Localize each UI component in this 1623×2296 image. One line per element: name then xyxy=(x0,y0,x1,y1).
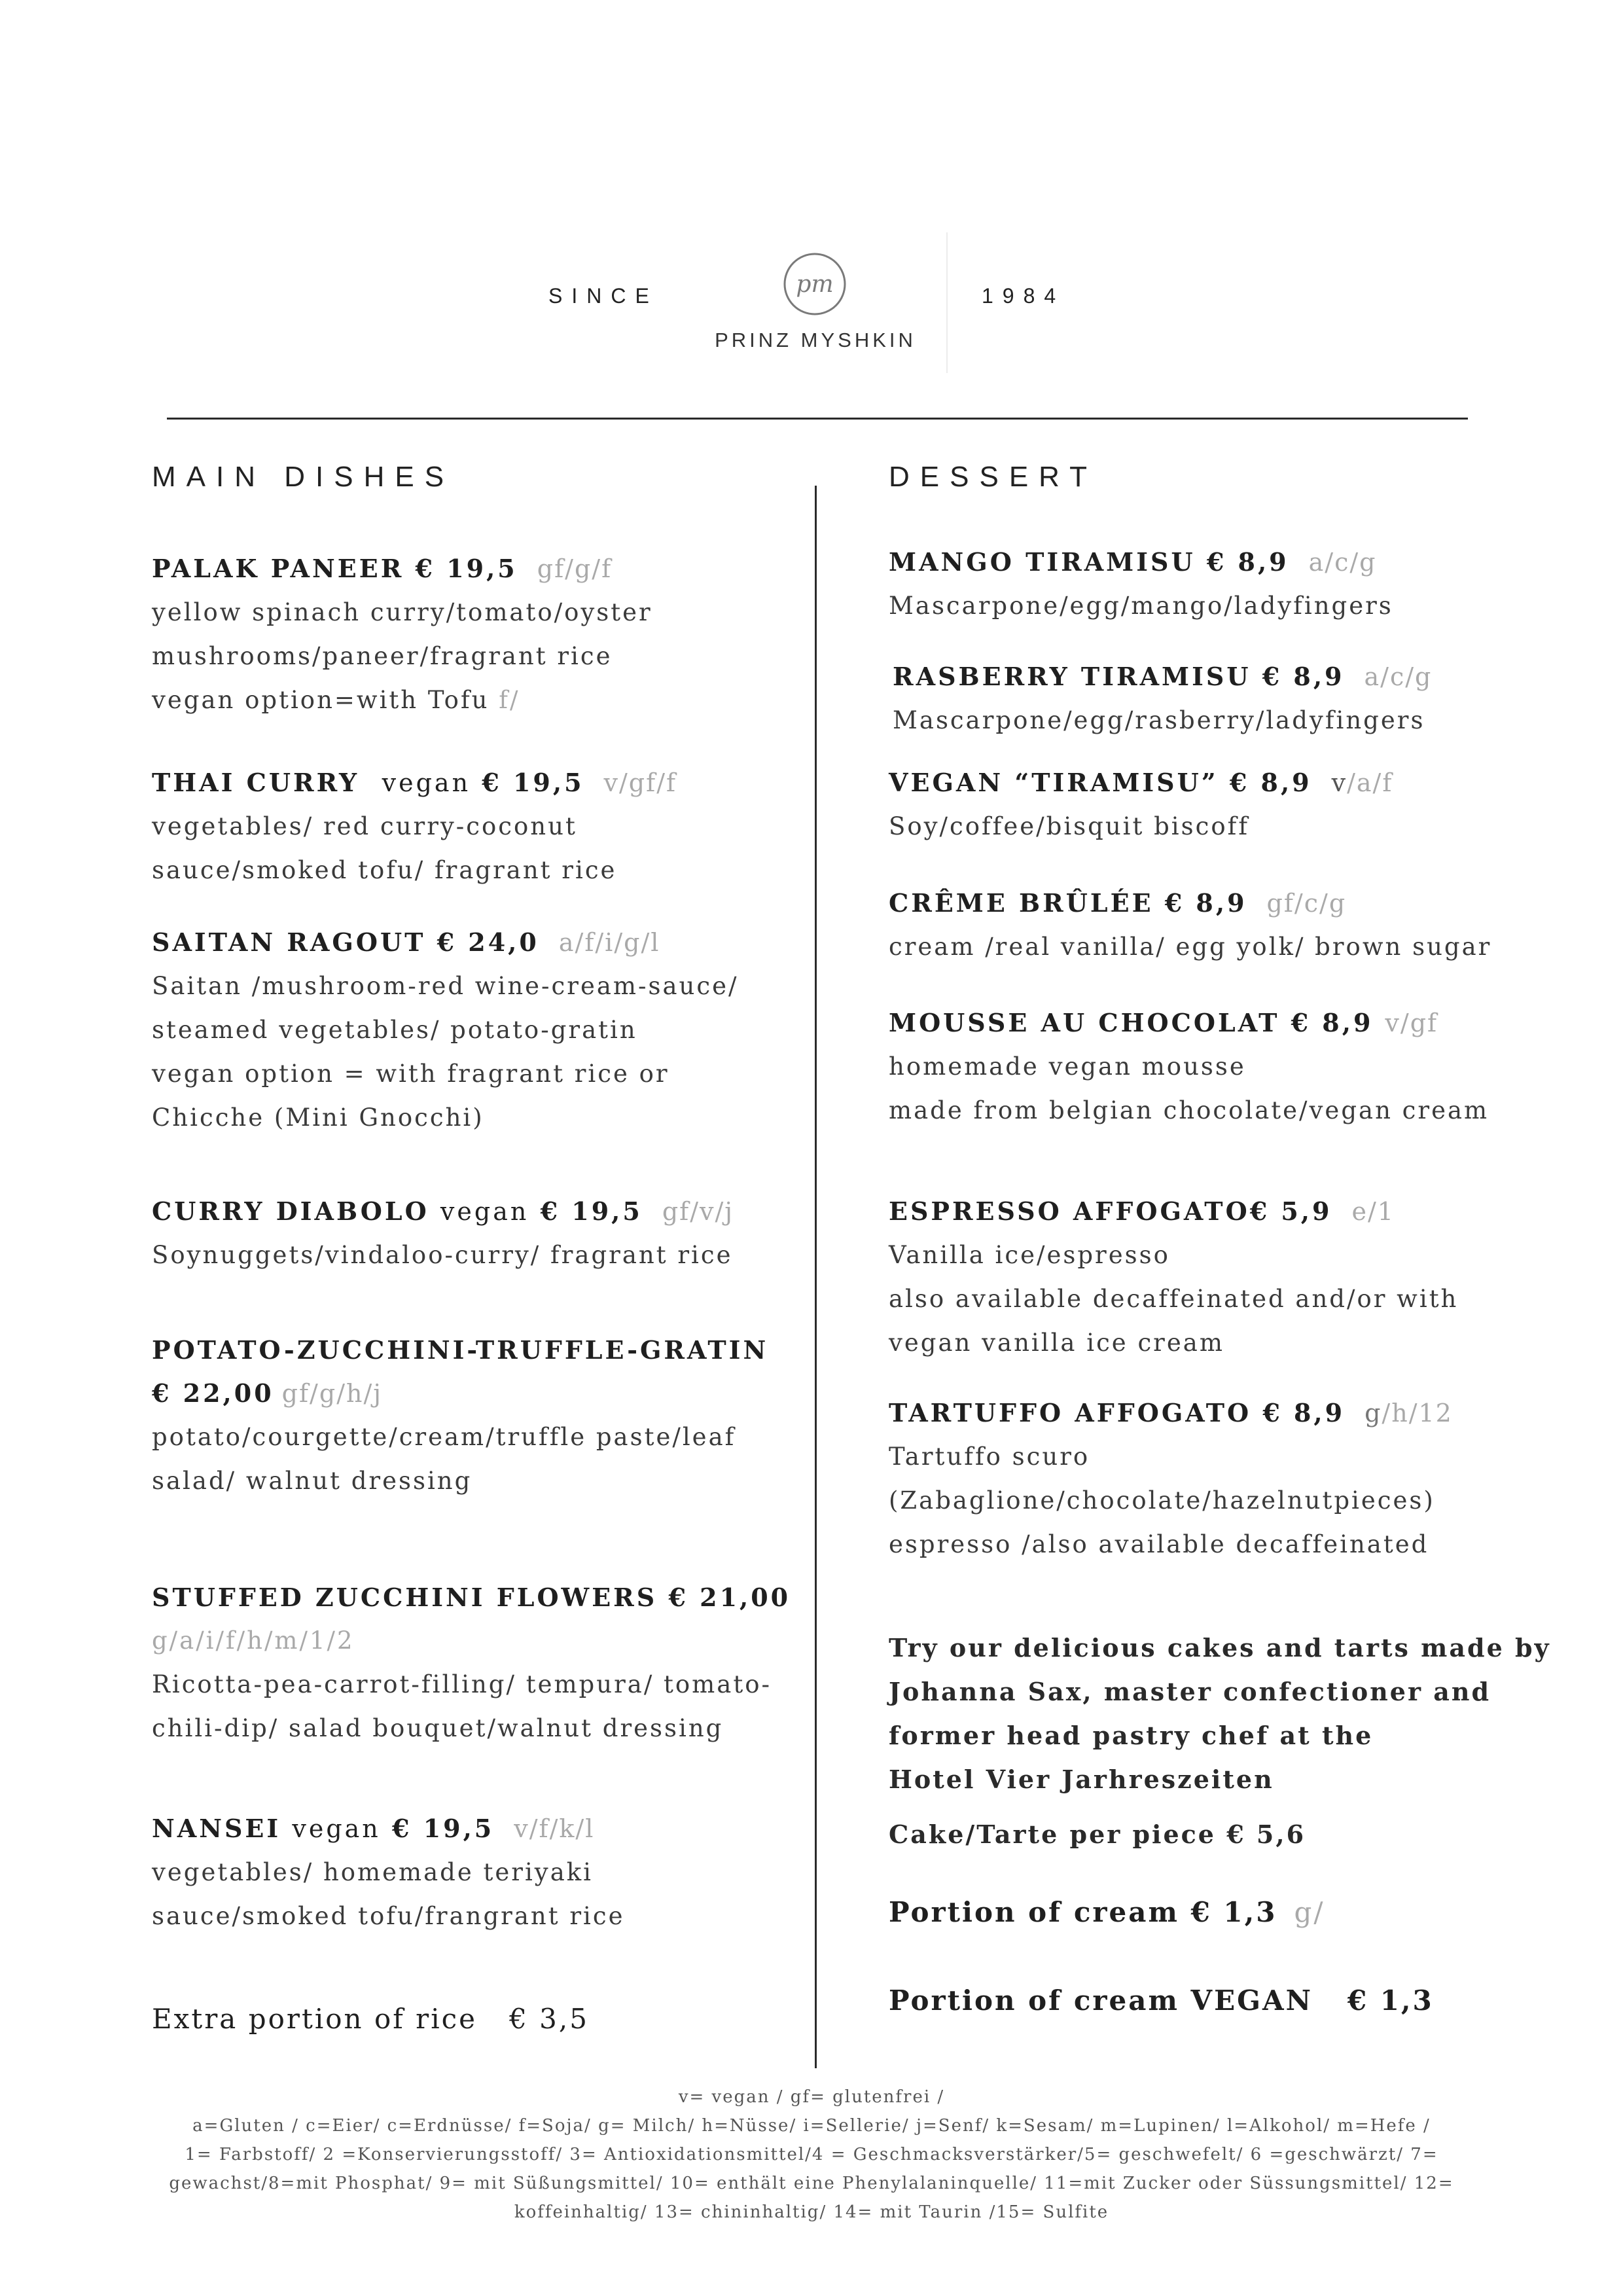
item-price: € 19,5 xyxy=(415,554,518,583)
logo-mark-icon xyxy=(781,250,849,318)
menu-item-curry-diabolo xyxy=(152,1190,819,1277)
logo-mark-text: pm xyxy=(796,271,834,298)
vegan-tag: vegan xyxy=(292,1814,381,1843)
allergen-codes: gf/g/f xyxy=(537,554,613,583)
item-price: € 19,5 xyxy=(540,1196,643,1226)
item-description: made from belgian chocolate/vegan cream xyxy=(889,1096,1489,1124)
item-description: potato/courgette/cream/truffle paste/leaf xyxy=(152,1423,736,1451)
item-description: Soy/coffee/bisquit biscoff xyxy=(889,812,1250,840)
allergen-codes: gf/g/h/j xyxy=(281,1379,383,1408)
main-dishes-title: MAIN DISHES xyxy=(152,461,455,493)
item-description: Soynuggets/vindaloo-curry/ fragrant rice xyxy=(152,1241,733,1269)
allergen-codes-rest: /a/f xyxy=(1347,768,1393,797)
menu-item-saitan-ragout xyxy=(152,921,819,1139)
cakes-note-line: former head pastry chef at the xyxy=(889,1721,1374,1750)
allergen-codes: a/c/g xyxy=(1308,548,1377,577)
item-description: mushrooms/paneer/fragrant rice xyxy=(152,642,613,670)
cakes-note-line: Johanna Sax, master confectioner and xyxy=(889,1677,1491,1706)
item-description: sauce/smoked tofu/ fragrant rice xyxy=(152,856,617,884)
dessert-item-creme-brulee xyxy=(889,882,1556,969)
allergen-codes: g/a/i/f/h/m/1/2 xyxy=(152,1626,355,1655)
item-description: vegetables/ red curry-coconut xyxy=(152,812,577,840)
vegan-tag: vegan xyxy=(382,768,471,797)
item-description: (Zabaglione/chocolate/hazelnutpieces) xyxy=(889,1486,1435,1515)
item-price: € 22,00 xyxy=(152,1378,274,1408)
item-description: Mascarpone/egg/mango/ladyfingers xyxy=(889,592,1393,620)
item-name: THAI CURRY xyxy=(152,768,360,797)
logo xyxy=(781,250,849,318)
item-price: € 8,9 xyxy=(1229,768,1312,797)
menu-item-palak-paneer xyxy=(152,547,819,722)
extra-rice-price: € 3,5 xyxy=(509,2003,589,2035)
item-description: salad/ walnut dressing xyxy=(152,1467,473,1495)
item-price: € 24,0 xyxy=(437,927,539,957)
allergen-codes xyxy=(1332,768,1393,797)
cake-per-piece-label: Cake/Tarte per piece xyxy=(889,1820,1216,1849)
cakes-note-line: Try our delicious cakes and tarts made by xyxy=(889,1633,1551,1662)
item-price: € 8,9 xyxy=(1291,1008,1374,1037)
item-description: vegan vanilla ice cream xyxy=(889,1329,1224,1357)
header-divider-vertical xyxy=(946,232,948,373)
item-description: espresso /also available decaffeinated xyxy=(889,1530,1429,1558)
portion-of-cream-vegan xyxy=(889,1984,1434,2017)
allergen-codes: gf/v/j xyxy=(662,1197,734,1226)
item-description: Saitan /mushroom-red wine-cream-sauce/ xyxy=(152,972,739,1000)
dessert-item-mousse xyxy=(889,1001,1556,1132)
portion-of-cream-label: Portion of cream xyxy=(889,1896,1179,1928)
item-name: POTATO-ZUCCHINI-TRUFFLE-GRATIN xyxy=(152,1335,769,1365)
portion-of-cream xyxy=(889,1896,1325,1928)
item-name: STUFFED ZUCCHINI FLOWERS xyxy=(152,1583,658,1612)
cake-per-piece xyxy=(889,1812,1306,1856)
item-price: € 8,9 xyxy=(1206,547,1289,577)
item-name: PALAK PANEER xyxy=(152,554,404,583)
brand-name: PRINZ MYSHKIN xyxy=(715,329,916,351)
extra-rice xyxy=(152,2003,589,2035)
item-description: homemade vegan mousse xyxy=(889,1052,1246,1081)
allergen-codes: a/c/g xyxy=(1364,662,1433,691)
portion-of-cream-vegan-price: € 1,3 xyxy=(1347,1984,1434,2017)
item-description: Mascarpone/egg/rasberry/ladyfingers xyxy=(893,706,1425,734)
menu-item-zucchini-flowers xyxy=(152,1576,819,1750)
item-name: CURRY DIABOLO xyxy=(152,1196,429,1226)
dessert-title: DESSERT xyxy=(889,461,1098,493)
item-price: € 21,00 xyxy=(668,1583,791,1612)
year-label: 1984 xyxy=(982,284,1065,308)
allergen-codes-rest: /h/12 xyxy=(1382,1399,1453,1427)
item-name: ESPRESSO AFFOGATO xyxy=(889,1196,1250,1226)
menu-item-thai-curry xyxy=(152,761,819,892)
allergen-codes xyxy=(1364,1399,1453,1427)
item-name: MOUSSE AU CHOCOLAT xyxy=(889,1008,1280,1037)
item-price: € 8,9 xyxy=(1164,888,1247,918)
legend-line: a=Gluten / c=Eier/ c=Erdnüsse/ f=Soja/ g= Milch/ h=Nüsse/ i=Sellerie/ j=Senf/ k=Sesam/ m=Lupinen/ l=Alkohol/ m=Hefe / xyxy=(192,2116,1431,2136)
item-description: cream /real vanilla/ egg yolk/ brown sugar xyxy=(889,933,1492,961)
item-name: CRÊME BRÛLÉE xyxy=(889,888,1154,918)
menu-item-nansei xyxy=(152,1807,819,1938)
item-description: vegetables/ homemade teriyaki xyxy=(152,1858,594,1886)
allergen-codes: v/f/k/l xyxy=(514,1814,595,1843)
legend-line: koffeinhaltig/ 13= chininhaltig/ 14= mit Taurin /15= Sulfite xyxy=(514,2202,1109,2222)
item-price: € 19,5 xyxy=(392,1814,495,1843)
item-description: vegan option = with fragrant rice or xyxy=(152,1060,669,1088)
allergen-codes: g/ xyxy=(1294,1896,1325,1928)
item-description: chili-dip/ salad bouquet/walnut dressing xyxy=(152,1714,724,1742)
item-price: € 19,5 xyxy=(482,768,584,797)
vegan-tag: vegan xyxy=(440,1197,529,1226)
legend-line: gewachst/8=mit Phosphat/ 9= mit Süßungsmittel/ 10= enthält eine Phenylalaninquelle/ 11=mit Zucker oder Süssungsmittel/ 12= xyxy=(169,2174,1454,2193)
item-description: vegan option=with Tofu xyxy=(152,686,490,714)
item-name: RASBERRY TIRAMISU xyxy=(893,662,1251,691)
legend-line: 1= Farbstoff/ 2 =Konservierungsstoff/ 3= Antioxidationsmittel/4 = Geschmacksverstärker/5= geschwefelt/ 6 =geschwärzt/ 7= xyxy=(185,2145,1438,2164)
allergen-codes: a/f/i/g/l xyxy=(558,928,660,957)
portion-of-cream-price: € 1,3 xyxy=(1190,1896,1277,1928)
allergen-codes: v/gf/f xyxy=(603,768,677,797)
menu-item-gratin xyxy=(152,1329,819,1503)
allergen-codes: gf/c/g xyxy=(1266,889,1347,918)
cakes-note xyxy=(889,1626,1556,1801)
allergen-codes: f/ xyxy=(499,686,520,714)
dessert-item-mango-tiramisu xyxy=(889,541,1556,628)
item-price: € 8,9 xyxy=(1262,662,1345,691)
item-price: € 8,9 xyxy=(1262,1398,1346,1427)
item-description: sauce/smoked tofu/frangrant rice xyxy=(152,1902,625,1930)
allergen-legend xyxy=(131,2083,1492,2227)
cakes-note-line: Hotel Vier Jarhreszeiten xyxy=(889,1765,1274,1794)
item-name: NANSEI xyxy=(152,1814,281,1843)
item-name: MANGO TIRAMISU xyxy=(889,547,1196,577)
item-name: TARTUFFO AFFOGATO xyxy=(889,1398,1252,1427)
vegan-code: v xyxy=(1331,768,1347,797)
dessert-item-tartuffo-affogato xyxy=(889,1391,1556,1566)
header-divider xyxy=(167,418,1468,420)
dessert-item-espresso-affogato xyxy=(889,1190,1556,1365)
item-description: Vanilla ice/espresso xyxy=(889,1241,1170,1269)
item-description: Tartuffo scuro xyxy=(889,1443,1090,1471)
item-description: steamed vegetables/ potato-gratin xyxy=(152,1016,637,1044)
item-name: SAITAN RAGOUT xyxy=(152,927,426,957)
item-name: VEGAN “TIRAMISU” xyxy=(889,768,1219,797)
item-description: yellow spinach curry/tomato/oyster xyxy=(152,598,652,626)
item-description: Chicche (Mini Gnocchi) xyxy=(152,1103,484,1132)
dessert-item-rasberry-tiramisu xyxy=(893,655,1560,742)
item-price: € 5,9 xyxy=(1249,1196,1332,1226)
milk-code: g xyxy=(1364,1399,1382,1427)
item-description: also available decaffeinated and/or with xyxy=(889,1285,1459,1313)
portion-of-cream-vegan-label: Portion of cream VEGAN xyxy=(889,1984,1313,2017)
legend-line: v= vegan / gf= glutenfrei / xyxy=(678,2087,945,2107)
allergen-codes: v/gf xyxy=(1385,1009,1438,1037)
extra-rice-label: Extra portion of rice xyxy=(152,2003,478,2035)
item-description: Ricotta-pea-carrot-filling/ tempura/ tomato- xyxy=(152,1670,772,1698)
since-label: SINCE xyxy=(548,284,658,308)
dessert-item-vegan-tiramisu xyxy=(889,761,1556,848)
allergen-codes: e/1 xyxy=(1351,1197,1395,1226)
cake-per-piece-price: € 5,6 xyxy=(1226,1820,1306,1849)
